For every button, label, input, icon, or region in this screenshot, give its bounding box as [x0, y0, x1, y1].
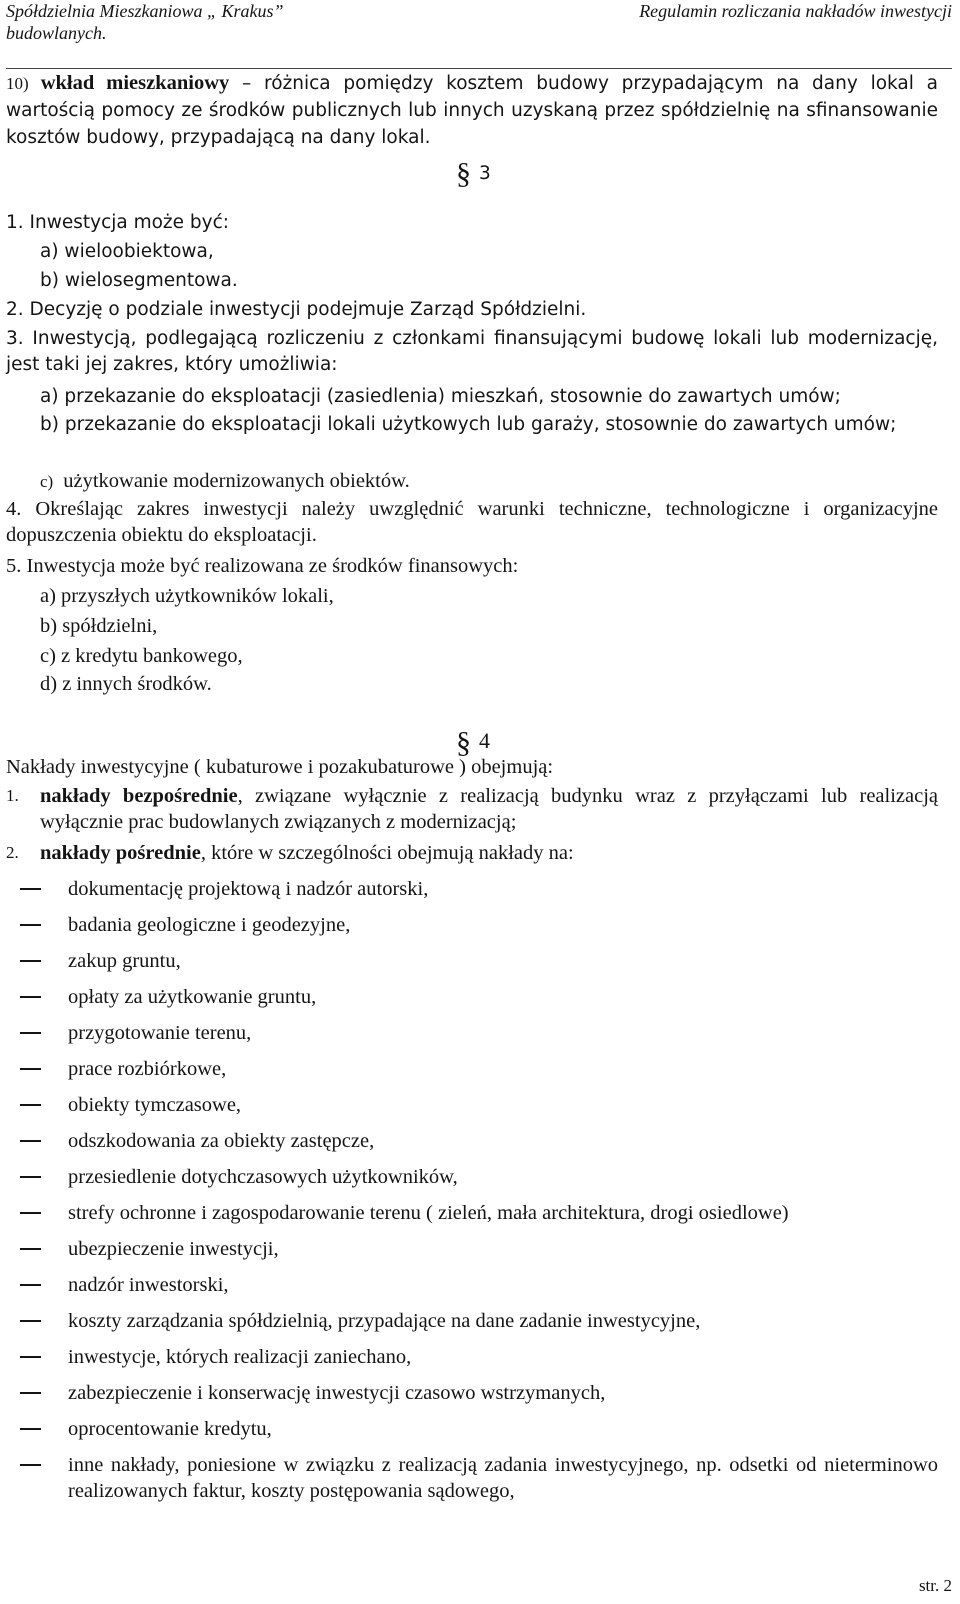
header-document-title: Regulamin rozliczania nakładów inwestycji	[639, 1, 952, 21]
s3-item-3c	[40, 468, 938, 495]
dash-bullet	[20, 1140, 41, 1142]
list-item	[6, 1272, 938, 1298]
s3-item-3-text: 3. Inwestycją, podlegającą rozliczeniu z członkami finansującymi budowę lokali lub modernizację, jest taki jej zakres, który umożliwia:	[6, 328, 938, 375]
section-number: 3	[479, 163, 491, 184]
dash-bullet	[20, 1104, 41, 1106]
list-item-text: zakup gruntu,	[68, 950, 181, 972]
s3-item-5a: a) przyszłych użytkowników lokali,	[40, 585, 334, 607]
list-item-text: inne nakłady, poniesione w związku z realizacją zadania inwestycyjnego, np. odsetki od nieterminowo realizowanych faktur, koszty postępowania sądowego,	[68, 1454, 938, 1502]
s4-item-1-number: 1.	[6, 786, 19, 805]
s3-item-5d: d) z innych środków.	[40, 673, 212, 695]
list-item-text: odszkodowania za obiekty zastępcze,	[68, 1130, 375, 1152]
list-item-text: przesiedlenie dotychczasowych użytkowników,	[68, 1166, 458, 1188]
list-item	[6, 912, 938, 938]
dash-bullet	[20, 1284, 41, 1286]
dash-bullet	[20, 1392, 41, 1394]
list-item-text: koszty zarządzania spółdzielnią, przypadające na dane zadanie inwestycyjne,	[68, 1310, 701, 1332]
dash-bullet	[20, 1248, 41, 1250]
list-item	[6, 1092, 938, 1118]
dash-bullet	[20, 1320, 41, 1322]
dash-bullet	[20, 1428, 41, 1430]
list-item	[6, 1056, 938, 1082]
list-item	[6, 984, 938, 1010]
s4-intro: Nakłady inwestycyjne ( kubaturowe i pozakubaturowe ) obejmują:	[6, 756, 554, 778]
header-document-title-continued: budowlanych.	[6, 23, 107, 43]
s3-item-1a: a) wieloobiektowa,	[40, 241, 214, 262]
s3-item-5: 5. Inwestycja może być realizowana ze środków finansowych:	[6, 555, 519, 577]
list-item-text: strefy ochronne i zagospodarowanie terenu ( zieleń, mała architektura, drogi osiedlowe)	[68, 1202, 789, 1224]
list-item-text: oprocentowanie kredytu,	[68, 1418, 272, 1440]
list-item-text: zabezpieczenie i konserwację inwestycji czasowo wstrzymanych,	[68, 1382, 606, 1404]
dash-bullet	[20, 1176, 41, 1178]
list-item-text: inwestycje, których realizacji zaniechano,	[68, 1346, 412, 1368]
page-number: str. 2	[918, 1576, 952, 1595]
indirect-costs-list	[6, 876, 938, 1514]
definition-text: – różnica pomiędzy kosztem budowy przypadającym na dany lokal a wartością pomocy ze środków publicznych lub innych uzyskaną przez spółdzielnię na sfinansowanie kosztów budowy, przypadającą na dany lokal.	[6, 73, 938, 148]
list-item-text: ubezpieczenie inwestycji,	[68, 1238, 279, 1260]
s4-item-1-text: , związane wyłącznie z realizacją budynku wraz z przyłączami lub realizacją wyłącznie prac budowlanych związanych z modernizacją;	[40, 785, 938, 833]
dash-bullet	[20, 1032, 41, 1034]
list-item-text: dokumentację projektową i nadzór autorski,	[68, 878, 429, 900]
list-item	[6, 876, 938, 902]
list-item-text: obiekty tymczasowe,	[68, 1094, 242, 1116]
definition-10	[6, 70, 938, 151]
section-3-heading	[456, 153, 491, 190]
list-item	[6, 1236, 938, 1262]
list-item-text: prace rozbiórkowe,	[68, 1058, 227, 1080]
list-item	[6, 1344, 938, 1370]
s3-item-3c-label: c)	[40, 472, 54, 491]
list-item	[6, 1164, 938, 1190]
list-item	[6, 1452, 938, 1504]
dash-bullet	[20, 888, 41, 890]
s3-item-3	[6, 326, 938, 378]
header-organization: Spółdzielnia Mieszkaniowa „ Krakus”	[6, 1, 284, 21]
s4-item-2-term: nakłady pośrednie	[40, 842, 201, 864]
section-symbol: §	[456, 726, 471, 759]
s3-item-3c-text: użytkowanie modernizowanych obiektów.	[63, 470, 410, 492]
list-item	[6, 948, 938, 974]
list-item-text: opłaty za użytkowanie gruntu,	[68, 986, 317, 1008]
definition-number: 10)	[6, 74, 29, 93]
dash-bullet	[20, 1212, 41, 1214]
header-divider	[6, 68, 952, 69]
s3-item-4: 4. Określając zakres inwestycji należy uwzględnić warunki techniczne, technologiczne i organizacyjne dopuszczenia obiektu do eksploatacji.	[6, 498, 938, 546]
s3-item-5c: c) z kredytu bankowego,	[40, 645, 243, 667]
dash-bullet	[20, 996, 41, 998]
list-item	[6, 1200, 938, 1226]
section-4-heading	[456, 722, 490, 759]
list-item-text: przygotowanie terenu,	[68, 1022, 252, 1044]
list-item-text: badania geologiczne i geodezyjne,	[68, 914, 351, 936]
dash-bullet	[20, 1068, 41, 1070]
dash-bullet	[20, 1356, 41, 1358]
s3-item-3a: a) przekazanie do eksploatacji (zasiedlenia) mieszkań, stosownie do zawartych umów;	[40, 386, 841, 407]
s4-item-2-number: 2.	[6, 843, 19, 862]
definition-term: wkład mieszkaniowy	[40, 72, 230, 94]
list-item-text: nadzór inwestorski,	[68, 1274, 229, 1296]
s3-item-5b: b) spółdzielni,	[40, 615, 158, 637]
s4-item-1	[6, 783, 938, 835]
list-item	[6, 1380, 938, 1406]
page-header	[6, 0, 952, 68]
dash-bullet	[20, 924, 41, 926]
s4-item-2-text: , które w szczególności obejmują nakłady na:	[200, 842, 574, 864]
list-item	[6, 1128, 938, 1154]
s4-item-1-term: nakłady bezpośrednie	[40, 785, 238, 807]
section-symbol: §	[456, 157, 471, 190]
s4-item-2	[6, 840, 938, 866]
list-item	[6, 1020, 938, 1046]
s3-item-1b: b) wielosegmentowa.	[40, 270, 238, 291]
s3-item-3b: b) przekazanie do eksploatacji lokali użytkowych lub garaży, stosownie do zawartych umów;	[40, 414, 897, 435]
section-number: 4	[479, 728, 490, 753]
s3-item-2: 2. Decyzję o podziale inwestycji podejmuje Zarząd Spółdzielni.	[6, 299, 587, 320]
dash-bullet	[20, 960, 41, 962]
list-item	[6, 1416, 938, 1442]
list-item	[6, 1308, 938, 1334]
s3-item-1: 1. Inwestycja może być:	[6, 212, 230, 233]
dash-bullet	[20, 1464, 41, 1466]
